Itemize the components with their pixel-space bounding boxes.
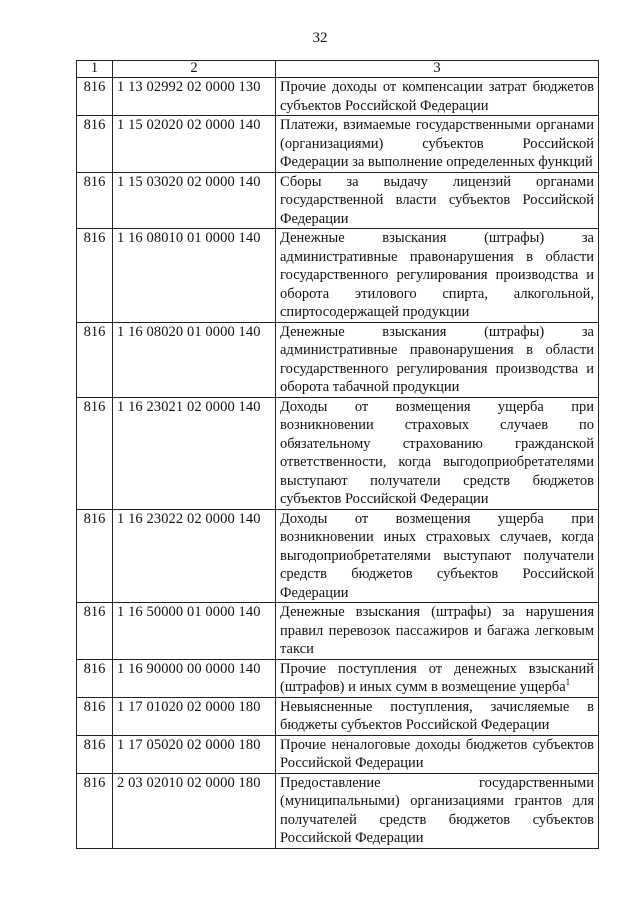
admin-code-cell: 816 bbox=[77, 659, 113, 697]
revenue-code-cell: 1 17 01020 02 0000 180 bbox=[113, 697, 276, 735]
revenue-name-cell bbox=[276, 229, 599, 323]
table-row bbox=[77, 397, 599, 509]
revenue-name-cell bbox=[276, 659, 599, 697]
table-row bbox=[77, 116, 599, 173]
revenue-code-cell: 1 13 02992 02 0000 130 bbox=[113, 78, 276, 116]
table-row bbox=[77, 603, 599, 660]
revenue-code-cell: 2 03 02010 02 0000 180 bbox=[113, 773, 276, 848]
revenue-name-cell bbox=[276, 397, 599, 509]
revenue-name-cell bbox=[276, 735, 599, 773]
table-row bbox=[77, 773, 599, 848]
table-row bbox=[77, 659, 599, 697]
revenue-name-cell bbox=[276, 603, 599, 660]
admin-code-cell: 816 bbox=[77, 397, 113, 509]
table-row bbox=[77, 78, 599, 116]
revenue-name-text: Денежные взыскания (штрафы) за административные правонарушения в области государственного регулирования производства и оборота табачной продукции bbox=[280, 323, 594, 395]
table-row bbox=[77, 172, 599, 229]
revenue-code-cell: 1 17 05020 02 0000 180 bbox=[113, 735, 276, 773]
revenue-code-cell: 1 15 02020 02 0000 140 bbox=[113, 116, 276, 173]
table-row bbox=[77, 697, 599, 735]
revenue-name-text: Предоставление государственными (муниципальными) организациями грантов для получателей средств бюджетов субъектов Российской Федерации bbox=[280, 774, 594, 846]
admin-code-cell: 816 bbox=[77, 773, 113, 848]
admin-code-cell: 816 bbox=[77, 697, 113, 735]
revenue-name-cell bbox=[276, 78, 599, 116]
revenue-codes-table bbox=[76, 60, 599, 849]
admin-code-cell: 816 bbox=[77, 322, 113, 397]
page-number: 32 bbox=[312, 30, 328, 46]
revenue-name-cell bbox=[276, 322, 599, 397]
revenue-code-cell: 1 16 90000 00 0000 140 bbox=[113, 659, 276, 697]
table-row bbox=[77, 735, 599, 773]
revenue-name-cell bbox=[276, 509, 599, 603]
revenue-name-cell bbox=[276, 697, 599, 735]
revenue-name-text: Доходы от возмещения ущерба при возникновении иных страховых случаев, когда выгодоприобретателями выступают получатели средств бюджетов субъектов Российской Федерации bbox=[280, 510, 594, 601]
revenue-code-cell: 1 16 50000 01 0000 140 bbox=[113, 603, 276, 660]
revenue-name-text: Невыясненные поступления, зачисляемые в бюджеты субъектов Российской Федерации bbox=[280, 698, 594, 733]
admin-code-cell: 816 bbox=[77, 78, 113, 116]
revenue-code-cell: 1 16 23022 02 0000 140 bbox=[113, 509, 276, 603]
table-body bbox=[77, 78, 599, 849]
revenue-name-cell bbox=[276, 773, 599, 848]
column-header-name: 3 bbox=[276, 61, 599, 78]
admin-code-cell: 816 bbox=[77, 229, 113, 323]
revenue-code-cell: 1 16 23021 02 0000 140 bbox=[113, 397, 276, 509]
revenue-code-cell: 1 16 08010 01 0000 140 bbox=[113, 229, 276, 323]
column-header-admin: 1 bbox=[77, 61, 113, 78]
revenue-name-cell bbox=[276, 116, 599, 173]
column-header-code: 2 bbox=[113, 61, 276, 78]
admin-code-cell: 816 bbox=[77, 603, 113, 660]
admin-code-cell: 816 bbox=[77, 172, 113, 229]
revenue-code-cell: 1 15 03020 02 0000 140 bbox=[113, 172, 276, 229]
revenue-name-text: Денежные взыскания (штрафы) за административные правонарушения в области государственного регулирования производства и оборота этилового спирта, алкогольной, спиртосодержащей продукции bbox=[280, 230, 594, 320]
revenue-name-text: Сборы за выдачу лицензий органами государственной власти субъектов Российской Федерации bbox=[280, 173, 594, 227]
revenue-name-text: Денежные взыскания (штрафы) за нарушения правил перевозок пассажиров и багажа легковым такси bbox=[280, 604, 594, 657]
table-header-row bbox=[77, 61, 599, 78]
footnote-marker: 1 bbox=[565, 677, 571, 688]
admin-code-cell: 816 bbox=[77, 116, 113, 173]
table-row bbox=[77, 322, 599, 397]
admin-code-cell: 816 bbox=[77, 509, 113, 603]
revenue-name-text: Прочие неналоговые доходы бюджетов субъектов Российской Федерации bbox=[280, 736, 594, 771]
revenue-name-cell bbox=[276, 172, 599, 229]
revenue-code-cell: 1 16 08020 01 0000 140 bbox=[113, 322, 276, 397]
table-row bbox=[77, 229, 599, 323]
revenue-name-text: Прочие поступления от денежных взысканий (штрафов) и иных сумм в возмещение ущерба bbox=[280, 660, 594, 695]
table-row bbox=[77, 509, 599, 603]
revenue-name-text: Платежи, взимаемые государственными органами (организациями) субъектов Российской Федерации за выполнение определенных функций bbox=[280, 117, 594, 170]
revenue-name-text: Прочие доходы от компенсации затрат бюджетов субъектов Российской Федерации bbox=[280, 79, 594, 114]
admin-code-cell: 816 bbox=[77, 735, 113, 773]
revenue-name-text: Доходы от возмещения ущерба при возникновении страховых случаев по обязательному страхованию гражданской ответственности, когда выгодоприобретателями выступают получатели средств бюджетов субъектов Российской Федерации bbox=[280, 398, 594, 507]
